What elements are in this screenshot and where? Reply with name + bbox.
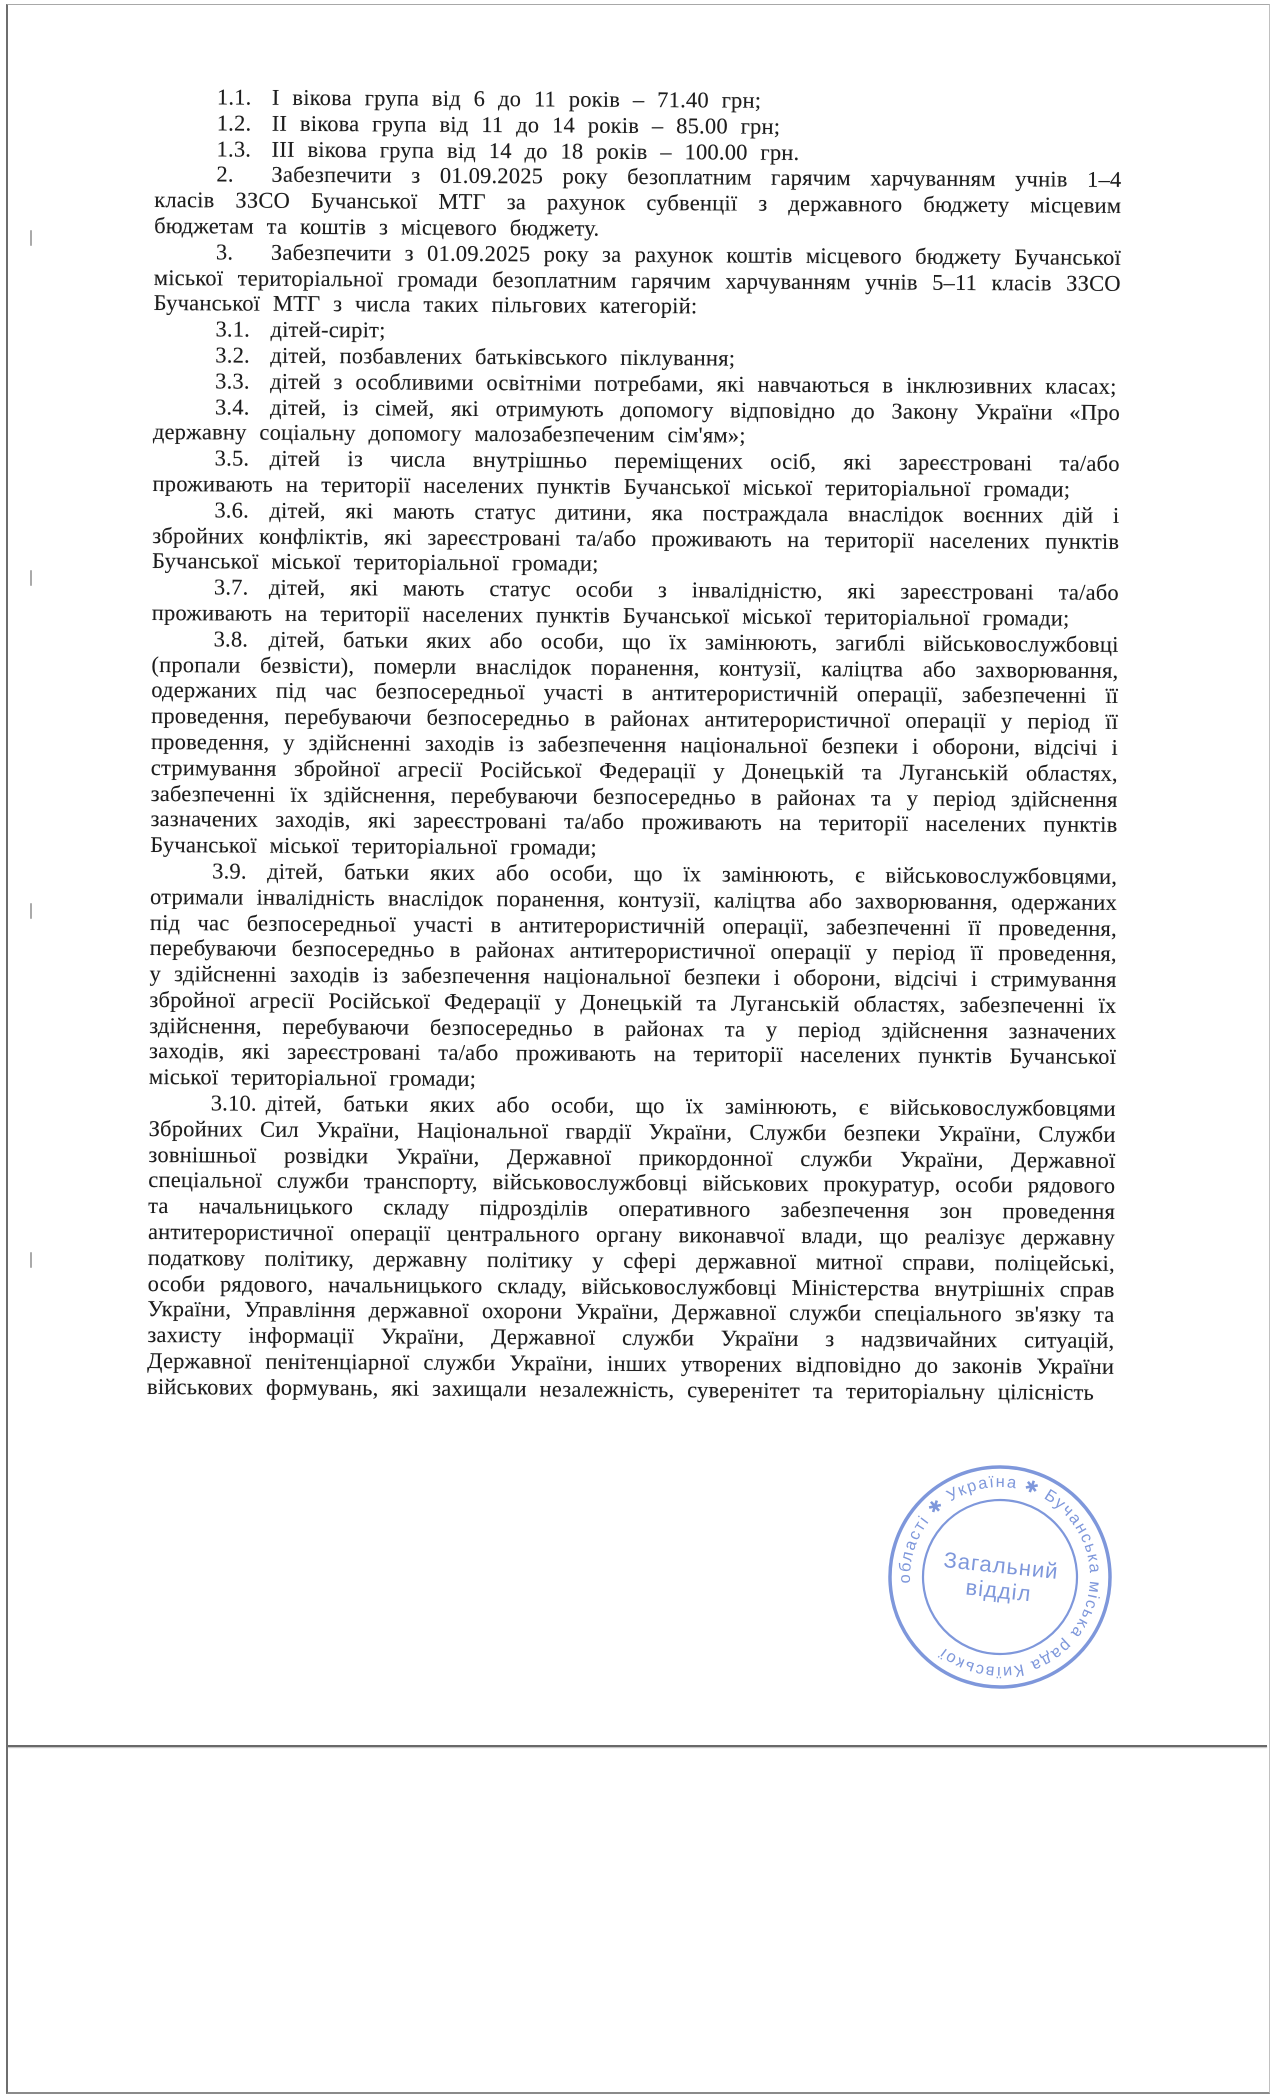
document-body: [147, 84, 1122, 1406]
paragraph-number: 3.7.: [213, 574, 249, 600]
paragraph-number: 3.5.: [214, 445, 250, 471]
paragraph-number: 3.1.: [215, 316, 251, 342]
scan-margin-mark-3: [30, 903, 32, 919]
paragraph-number: 3.8.: [213, 626, 249, 652]
paragraph-item: [152, 497, 1119, 580]
stamp-center-text-line2: відділ: [964, 1574, 1033, 1607]
paragraph-text: дітей, позбавлених батьківського піклування;: [270, 342, 736, 371]
paragraph-number: 1.2.: [216, 110, 252, 136]
paragraph-item: [152, 445, 1119, 502]
paragraph-text: дітей, які мають статус дитини, яка постраждала внаслідок воєнних дій і збройних конфліктів, які зареєстровані та/або проживають на території населених пунктів Бучанської міської територіальної громади;: [152, 497, 1120, 577]
paragraph-item: [152, 574, 1119, 631]
paragraph-number: 1.3.: [216, 135, 252, 162]
paragraph-number: 3.10.: [210, 1090, 257, 1116]
paragraph-number: 3.4.: [214, 393, 250, 420]
paragraph-text: дітей, батьки яких або особи, що їх замінюють, є військовослужбовцями Збройних Сил України, Національної гвардії України, Служби безпеки України, Служби зовнішньої розвідки України, Державної прикордонної служби України, Державної спеціальної служби транспорту, військовослужбовці військових прокуратур, особи рядового та начальницького складу підрозділів оперативного забезпечення зон проведення антитерористичної операції центрального органу виконавчої влади, що реалізує державну податкову політику, державну політику у сфері державної митної справи, поліцейські, особи рядового, начальницького складу, військовослужбовці Міністерства внутрішніх справ України, Управління державної охорони України, Державної служби спеціального зв'язку та захисту інформації України, Державної служби України з надзвичайних ситуацій, Державної пенітенціарної служби України, інших утворених відповідно до законів України військових формувань, які захищали незалежність, суверенітет та територіальну цілісність: [146, 1090, 1116, 1405]
paragraph-text: дітей-сиріт;: [270, 316, 386, 343]
scan-margin-mark-1: [30, 230, 32, 246]
paragraph-item: [150, 626, 1118, 864]
paragraph-item: [147, 1090, 1116, 1405]
scan-bottom-edge-line: [8, 1745, 1267, 1747]
paragraph-text: дітей, із сімей, які отримують допомогу відповідно до Закону України «Про державну соціальну допомогу малозабезпеченим сім'ям»;: [152, 394, 1121, 448]
paragraph-item: [154, 161, 1121, 244]
scan-margin-mark-2: [30, 570, 32, 586]
paragraph-number: 3.3.: [215, 368, 250, 394]
paragraph-text: дітей з особливими освітніми потребами, які навчаються в інклюзивних класах;: [270, 368, 1117, 399]
paragraph-text: ІІІ вікова група від 14 до 18 років – 100.00 грн.: [271, 136, 800, 165]
official-stamp: [870, 1447, 1130, 1707]
paragraph-item: [154, 239, 1121, 322]
paragraph-number: 3.6.: [214, 497, 250, 523]
paragraph-item: [149, 858, 1117, 1096]
paragraph-text: ІІ вікова група від 11 до 14 років – 85.00 грн;: [271, 110, 781, 139]
stamp-graphic: [870, 1447, 1130, 1707]
paragraph-number: 1.1.: [216, 84, 252, 110]
paragraph-text: дітей, які мають статус особи з інвалідністю, які зареєстровані та/або проживають на території населених пунктів Бучанської міської територіальної громади;: [151, 574, 1119, 631]
paragraph-text: дітей, батьки яких або особи, що їх замінюють, загиблі військовослужбовці (пропали безвісти), померли внаслідок поранення, контузії, каліцтва або захворювання, одержаних під час безпосередньої участі в антитерористичній операції, забезпеченні її проведення, перебуваючи безпосередньо в районах антитерористичної операції у період її проведення, у здійсненні заходів із забезпечення національної безпеки і оборони, відсічі і стримування збройної агресії Російської Федерації у Донецькій та Луганській областях, забезпеченні їх здійснення, перебуваючи безпосередньо в районах та у період здійснення зазначених заходів, які зареєстровані та/або проживають на території населених пунктів Бучанської міської територіальної громади;: [150, 626, 1119, 860]
paragraph-text: Забезпечити з 01.09.2025 року безоплатним гарячим харчуванням учнів 1–4 класів ЗЗСО Бучанської МТГ за рахунок субвенції з державного бюджету місцевим бюджетам та коштів з місцевого бюджету.: [154, 162, 1122, 241]
paragraph-item: [153, 394, 1120, 451]
scan-margin-mark-4: [30, 1252, 32, 1268]
paragraph-text: Забезпечити з 01.09.2025 року за рахунок коштів місцевого бюджету Бучанської міської територіальної громади безоплатним гарячим харчуванням учнів 5–11 класів ЗЗСО Бучанської МТГ з числа таких пільгових категорій:: [153, 239, 1122, 319]
paragraph-text: дітей, батьки яких або особи, що їх замінюють, є військовослужбовцями, отримали інвалідність внаслідок поранення, контузії, каліцтва або захворювання, одержаних під час безпосередньої участі в антитерористичній операції, забезпеченні її проведення, перебуваючи безпосередньо в районах антитерористичної операції у період її проведення, у здійсненні заходів із забезпечення національної безпеки і оборони, відсічі і стримування збройної агресії Російської Федерації у Донецькій та Луганській областях, забезпеченні їх здійснення, перебуваючи безпосередньо в районах та у період здійснення зазначених заходів, які зареєстровані та/або проживають на території населених пунктів Бучанської міської територіальної громади;: [148, 858, 1118, 1092]
paragraph-number: 3.: [215, 239, 234, 265]
paragraph-number: 2.: [216, 161, 234, 187]
paragraph-text: І вікова група від 6 до 11 років – 71.40 грн;: [271, 84, 762, 113]
paragraph-number: 3.9.: [212, 858, 247, 884]
stamp-ring-text: області ✱ Україна ✱ Бучанська міська рада Київської: [895, 1472, 1105, 1682]
stamp-center-text-line1: Загальний: [942, 1547, 1060, 1585]
paragraph-text: дітей із числа внутрішньо переміщених осіб, які зареєстровані та/або проживають на території населених пунктів Бучанської міської територіальної громади;: [152, 445, 1120, 502]
paragraph-number: 3.2.: [215, 342, 250, 368]
